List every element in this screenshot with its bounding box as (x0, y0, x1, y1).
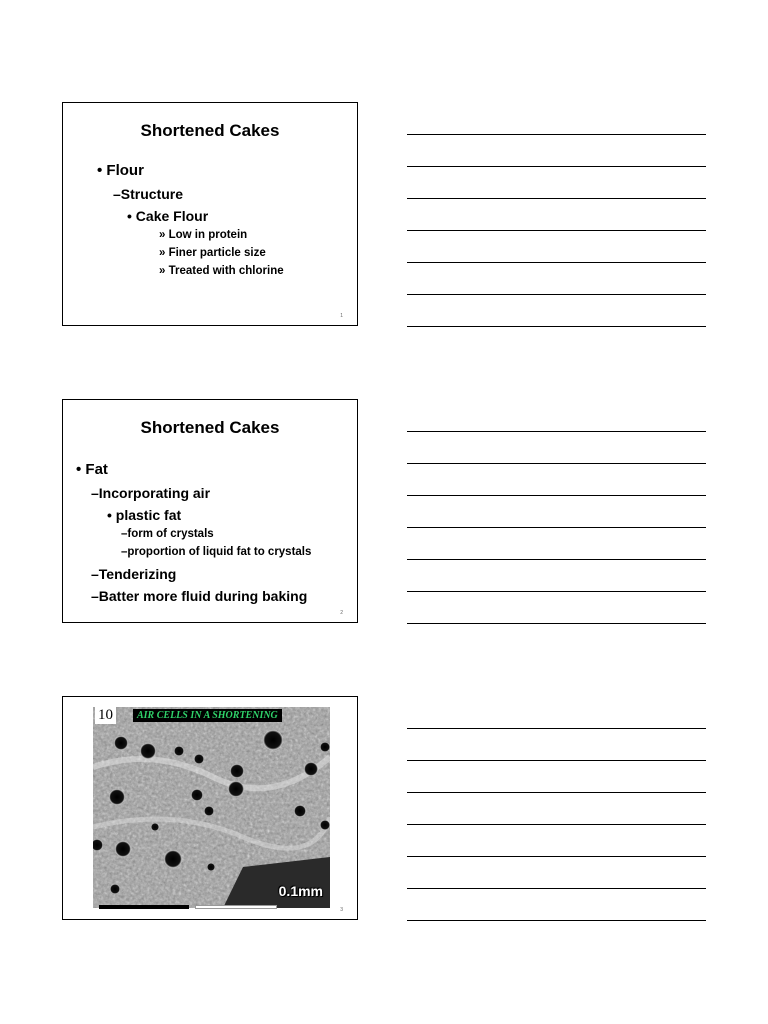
scale-bar-white (195, 905, 277, 909)
note-line (407, 824, 706, 825)
slide-number: 3 (340, 907, 343, 913)
note-line (407, 463, 706, 464)
scale-bar-black (99, 905, 189, 909)
note-line (407, 888, 706, 889)
sub-tenderizing: –Tenderizing (91, 566, 177, 582)
note-line (407, 134, 706, 135)
note-line (407, 431, 706, 432)
detail-proportion: –proportion of liquid fat to crystals (121, 546, 312, 558)
note-line (407, 262, 706, 263)
sub-plastic-fat: • plastic fat (107, 507, 182, 523)
sub-incorporating-air: –Incorporating air (91, 485, 211, 501)
note-line (407, 920, 706, 921)
micrograph-caption: AIR CELLS IN A SHORTENING (133, 709, 282, 722)
detail-chlorine: » Treated with chlorine (159, 265, 284, 277)
sub-structure: –Structure (113, 186, 184, 202)
slide-title: Shortened Cakes (140, 418, 280, 437)
note-line (407, 728, 706, 729)
micrograph-texture (93, 707, 330, 908)
note-line (407, 856, 706, 857)
detail-form-crystals: –form of crystals (121, 528, 214, 540)
slide-3 (62, 696, 358, 920)
slide-number: 2 (340, 610, 343, 616)
note-line (407, 591, 706, 592)
note-line (407, 166, 706, 167)
figure-number: 10 (95, 707, 116, 724)
slide-title: Shortened Cakes (140, 121, 280, 140)
micrograph-image (93, 707, 330, 908)
slide-number: 1 (340, 313, 343, 319)
bullet-flour: • Flour (97, 162, 144, 179)
slide-1 (62, 102, 358, 326)
note-line (407, 792, 706, 793)
note-line (407, 623, 706, 624)
bullet-fat: • Fat (76, 461, 108, 478)
note-line (407, 198, 706, 199)
note-line (407, 760, 706, 761)
sub-batter-fluid: –Batter more fluid during baking (91, 588, 308, 604)
scale-label: 0.1mm (278, 883, 323, 899)
detail-low-protein: » Low in protein (159, 229, 248, 241)
note-line (407, 527, 706, 528)
note-line (407, 230, 706, 231)
note-line (407, 495, 706, 496)
note-line (407, 326, 706, 327)
note-line (407, 559, 706, 560)
sub-cake-flour: • Cake Flour (127, 208, 209, 224)
slide-2 (62, 399, 358, 623)
detail-finer-particle: » Finer particle size (159, 247, 266, 259)
note-line (407, 294, 706, 295)
